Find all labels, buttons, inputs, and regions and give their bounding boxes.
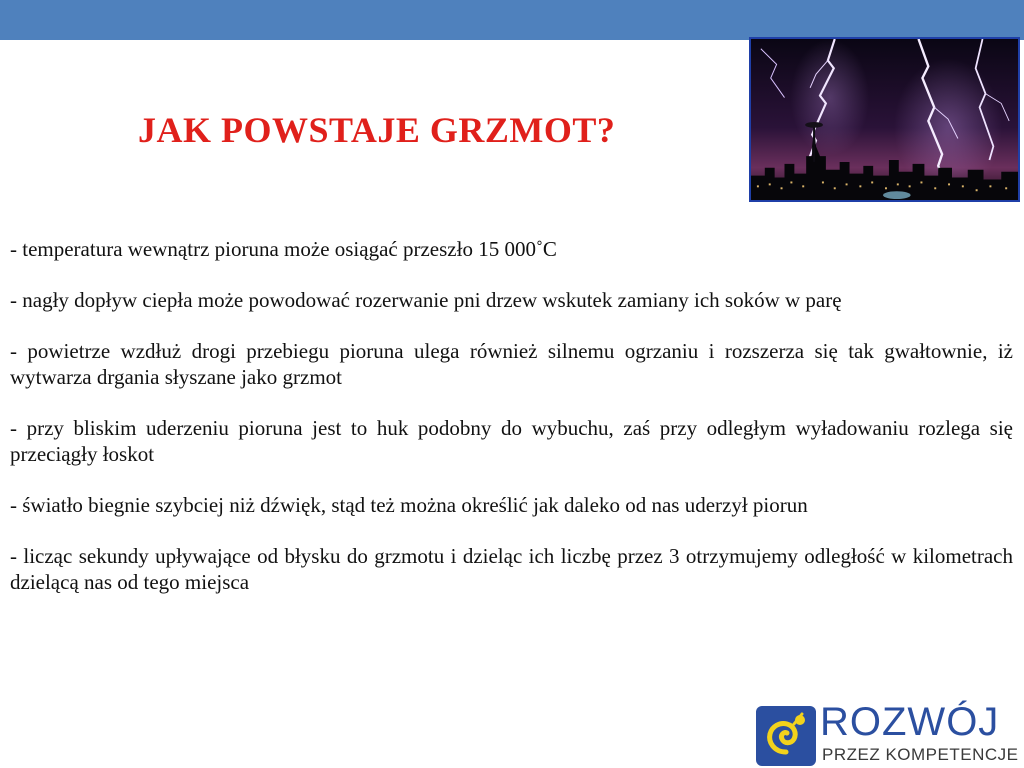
lightning-photo xyxy=(749,37,1020,202)
logo-tagline: PRZEZ KOMPETENCJE xyxy=(822,745,1019,764)
bullet-temperature: - temperatura wewnątrz pioruna może osiągać przeszło 15 000˚C xyxy=(10,237,557,261)
bullet-sound-distance: - przy bliskim uderzeniu pioruna jest to huk podobny do wybuchu, zaś przy odległym wyładowaniu rozlega się przeciągły łoskot xyxy=(10,416,1013,466)
rozwoj-logo xyxy=(752,700,1024,768)
bullet-tree-trunks: - nagły dopływ ciepła może powodować rozerwanie pni drzew wskutek zamiany ich soków w parę xyxy=(10,288,842,312)
bullet-counting-seconds: - licząc sekundy upływające od błysku do grzmotu i dzieląc ich liczbę przez 3 otrzymujemy odległość w kilometrach dzielącą nas od tego miejsca xyxy=(10,544,1013,594)
logo-wordmark: ROZWÓJ xyxy=(820,700,1000,744)
spiral-logo-icon xyxy=(756,706,816,766)
bullet-light-speed: - światło biegnie szybciej niż dźwięk, stąd też można określić jak daleko od nas uderzył piorun xyxy=(10,493,808,517)
bullet-air-heating: - powietrze wzdłuż drogi przebiegu pioruna ulega również silnemu ogrzaniu i rozszerza się tak gwałtownie, iż wytwarza drgania słyszane jako grzmot xyxy=(10,339,1013,389)
top-banner-bar xyxy=(0,0,1024,40)
slide-title: JAK POWSTAJE GRZMOT? xyxy=(138,110,616,150)
lightning-city-image xyxy=(751,39,1018,200)
slide-body xyxy=(10,236,1013,620)
